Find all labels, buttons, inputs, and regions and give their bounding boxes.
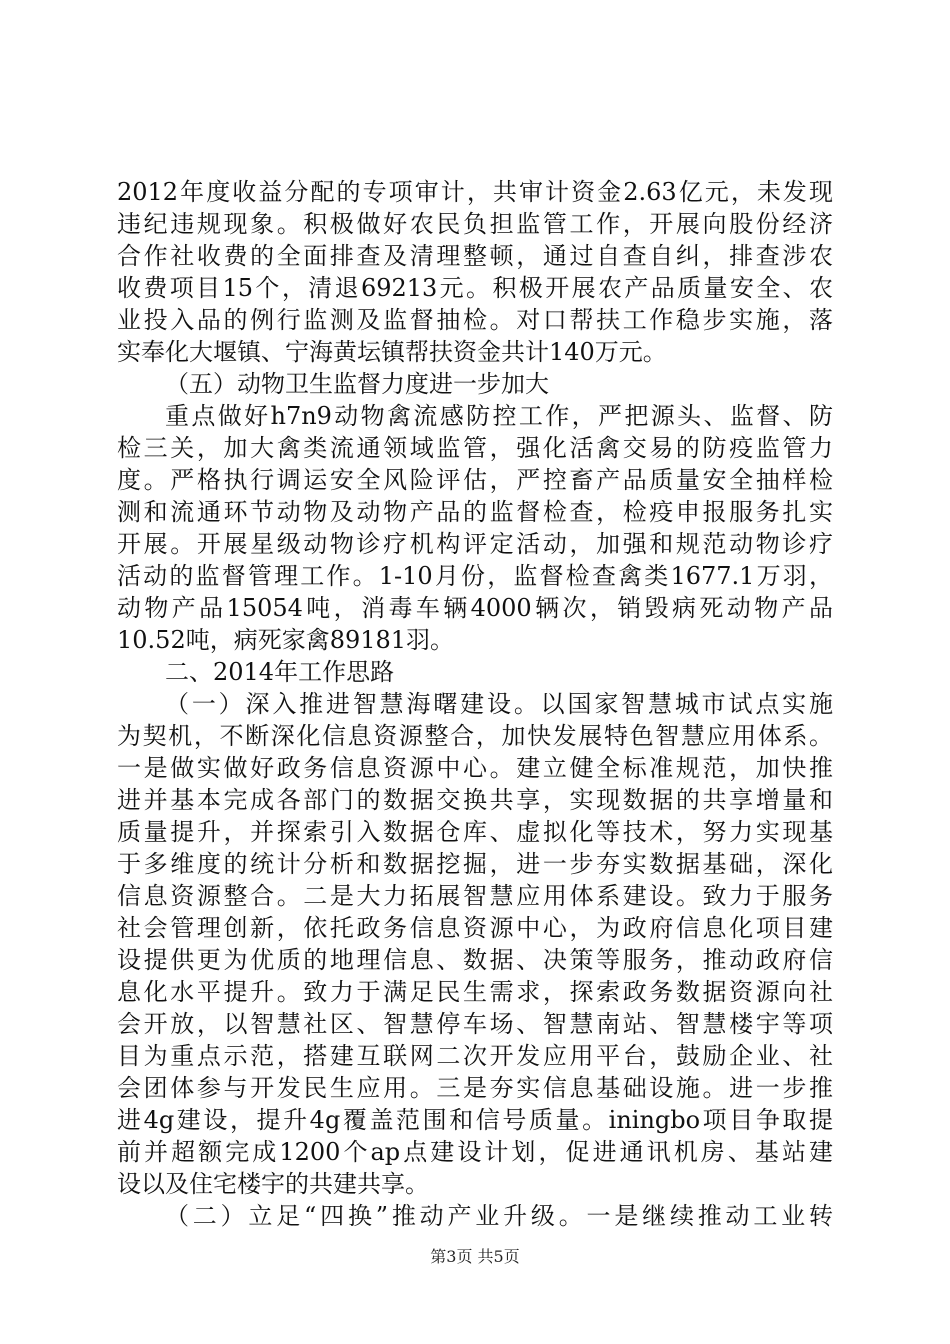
text-line: 设以及住宅楼宇的共建共享。 xyxy=(117,1170,429,1198)
text-line: 社会管理创新，依托政务信息资源中心，为政府信息化项目建 xyxy=(117,914,833,942)
text-line: （一）深入推进智慧海曙建设。以国家智慧城市试点实施 xyxy=(165,690,833,718)
text-line: 前并超额完成1200个ap点建设计划，促进通讯机房、基站建 xyxy=(117,1138,833,1166)
text-line: 动物产品15054吨，消毒车辆4000辆次，销毁病死动物产品 xyxy=(117,594,833,622)
text-line: 实奉化大堰镇、宁海黄坛镇帮扶资金共计140万元。 xyxy=(117,338,667,366)
text-line: 开展。开展星级动物诊疗机构评定活动，加强和规范动物诊疗 xyxy=(117,530,833,558)
text-line: 设提供更为优质的地理信息、数据、决策等服务，推动政府信 xyxy=(117,946,833,974)
text-line: 目为重点示范，搭建互联网二次开发应用平台，鼓励企业、社 xyxy=(117,1042,833,1070)
text-line: 信息资源整合。二是大力拓展智慧应用体系建设。致力于服务 xyxy=(117,882,833,910)
text-line: 业投入品的例行监测及监督抽检。对口帮扶工作稳步实施，落 xyxy=(117,306,833,334)
text-line: 违纪违规现象。积极做好农民负担监管工作，开展向股份经济 xyxy=(117,210,833,238)
text-line: 为契机，不断深化信息资源整合，加快发展特色智慧应用体系。 xyxy=(117,722,833,750)
text-line: 活动的监督管理工作。1-10月份，监督检查禽类1677.1万羽， xyxy=(117,562,833,590)
text-line: 度。严格执行调运安全风险评估，严控畜产品质量安全抽样检 xyxy=(117,466,833,494)
text-line: 进4g建设，提升4g覆盖范围和信号质量。iningbo项目争取提 xyxy=(117,1106,833,1134)
text-line: （二）立足“四换”推动产业升级。一是继续推动工业转 xyxy=(165,1202,833,1230)
text-line: 测和流通环节动物及动物产品的监督检查，检疫申报服务扎实 xyxy=(117,498,833,526)
text-line: 收费项目15个，清退69213元。积极开展农产品质量安全、农 xyxy=(117,274,833,302)
text-line: 重点做好h7n9动物禽流感防控工作，严把源头、监督、防 xyxy=(165,402,833,430)
text-line: 2012年度收益分配的专项审计，共审计资金2.63亿元，未发现 xyxy=(117,178,833,206)
text-line: 一是做实做好政务信息资源中心。建立健全标准规范，加快推 xyxy=(117,754,833,782)
text-line: 于多维度的统计分析和数据挖掘，进一步夯实数据基础，深化 xyxy=(117,850,833,878)
text-line: 合作社收费的全面排查及清理整顿，通过自查自纠，排查涉农 xyxy=(117,242,833,270)
document-body xyxy=(117,176,833,1232)
page-footer: 第3页 共5页 xyxy=(430,1247,520,1266)
text-line: 进并基本完成各部门的数据交换共享，实现数据的共享增量和 xyxy=(117,786,833,814)
text-line: 息化水平提升。致力于满足民生需求，探索政务数据资源向社 xyxy=(117,978,833,1006)
text-line: 二、2014年工作思路 xyxy=(165,658,395,686)
text-line: 10.52吨，病死家禽89181羽。 xyxy=(117,626,455,654)
text-line: 检三关，加大禽类流通领域监管，强化活禽交易的防疫监管力 xyxy=(117,434,833,462)
text-line: （五）动物卫生监督力度进一步加大 xyxy=(165,370,549,398)
text-line: 质量提升，并探索引入数据仓库、虚拟化等技术，努力实现基 xyxy=(117,818,833,846)
text-line: 会团体参与开发民生应用。三是夯实信息基础设施。进一步推 xyxy=(117,1074,833,1102)
text-line: 会开放，以智慧社区、智慧停车场、智慧南站、智慧楼宇等项 xyxy=(117,1010,833,1038)
